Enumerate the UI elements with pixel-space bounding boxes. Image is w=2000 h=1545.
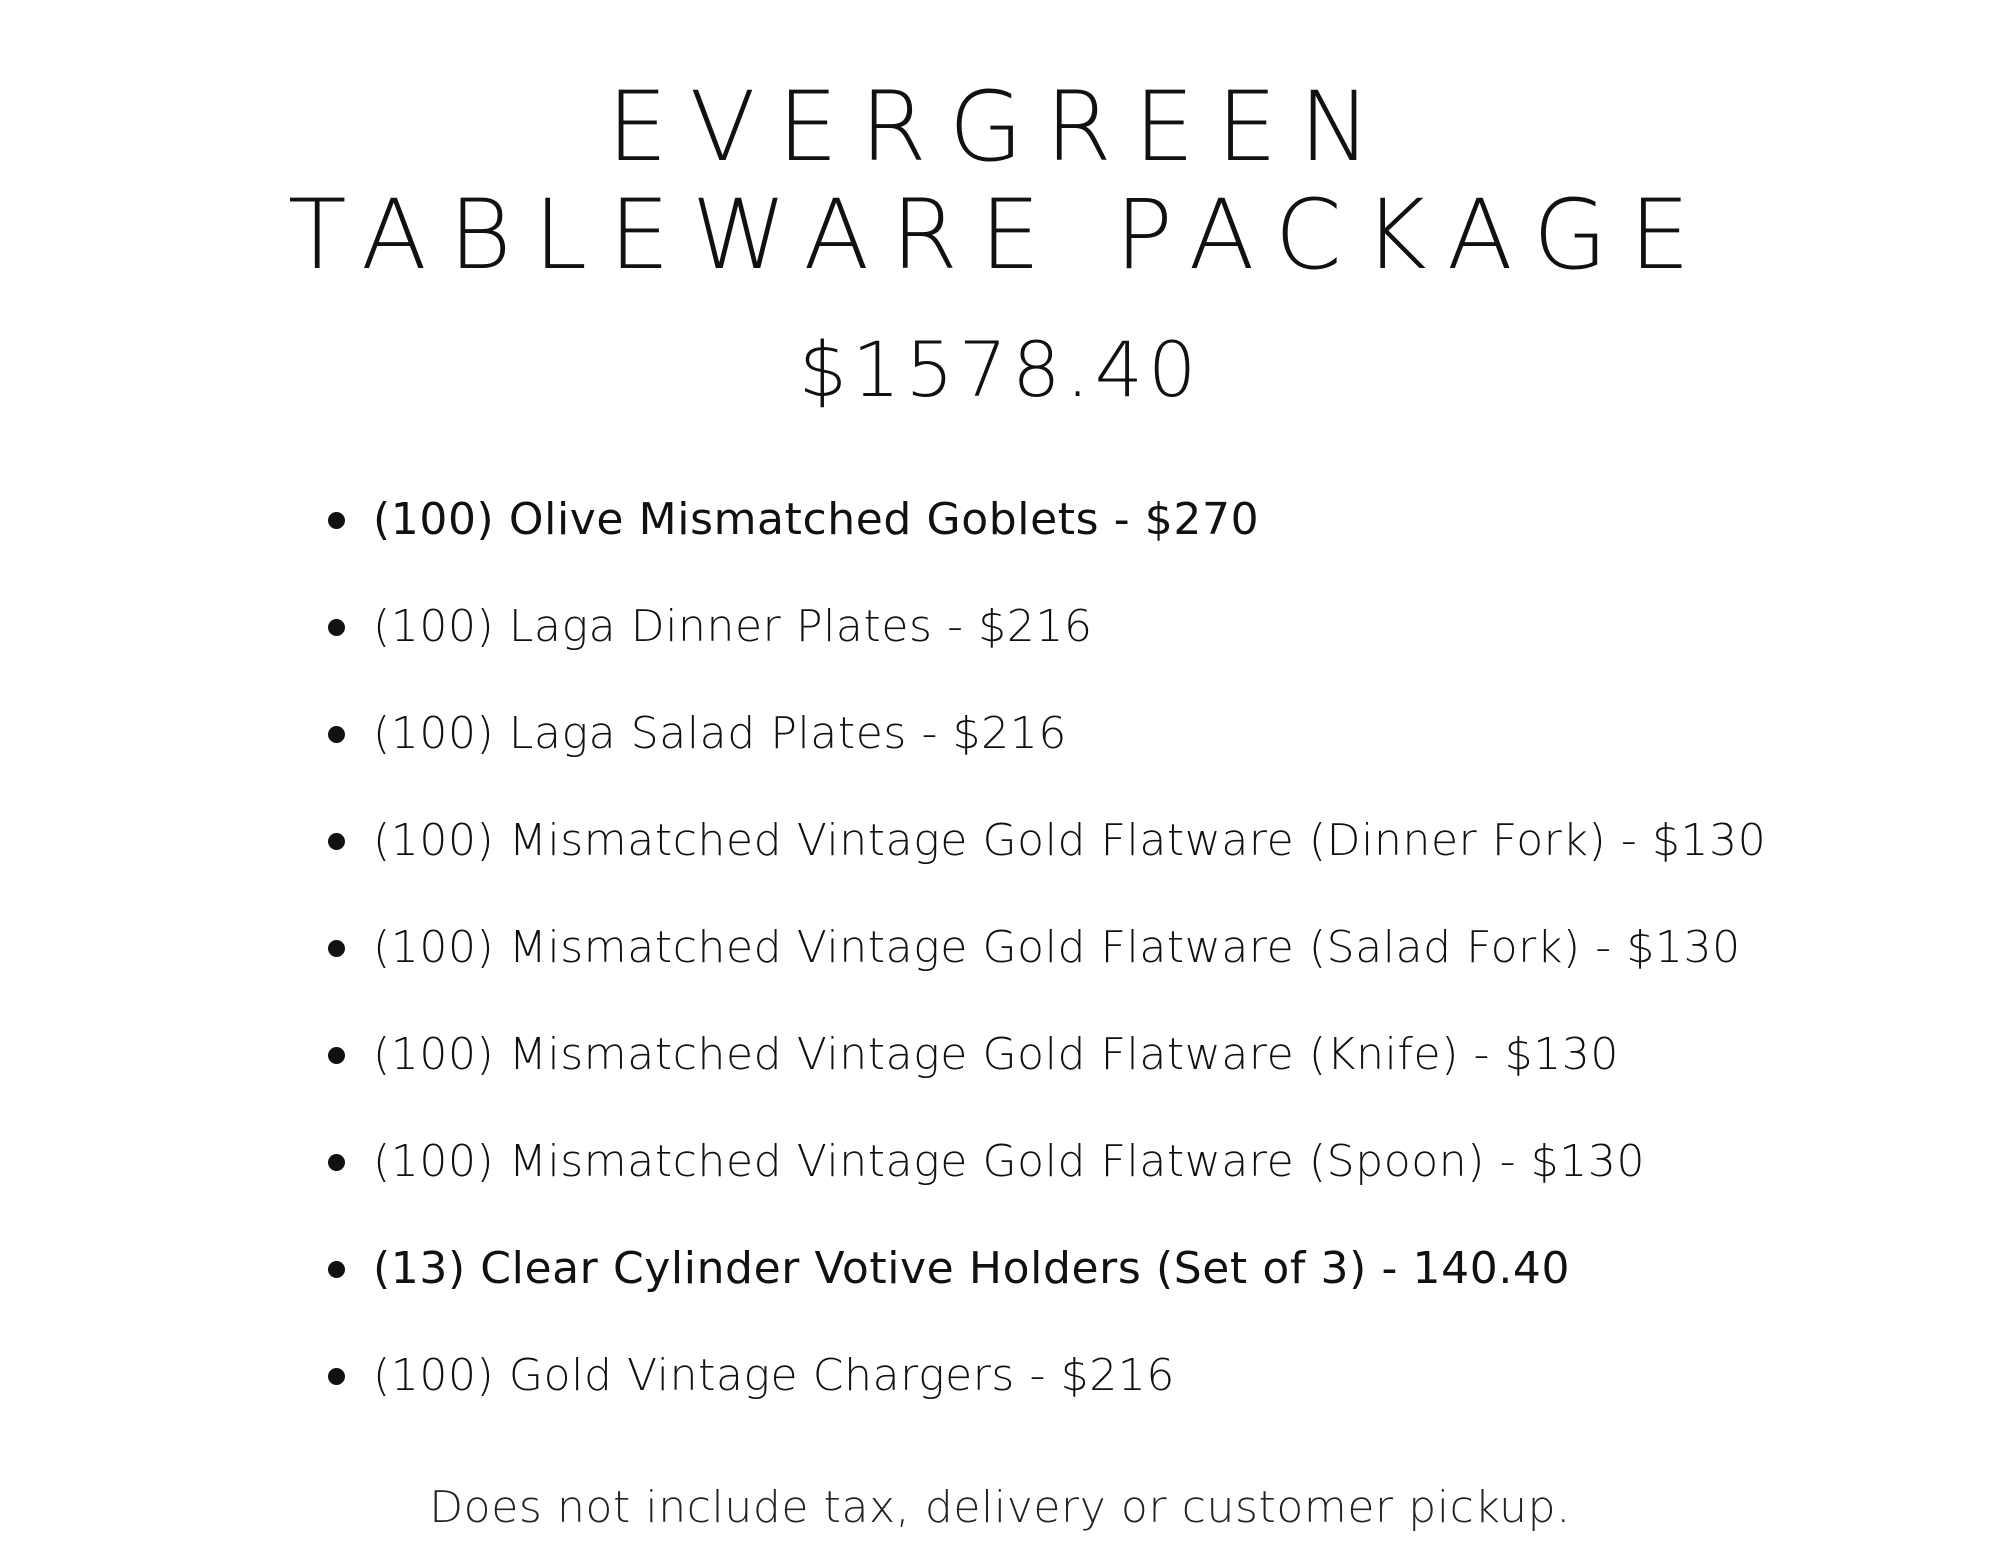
item-text: (100) Mismatched Vintage Gold Flatware (Spoon) - $130 — [373, 1136, 1646, 1187]
item-text: (100) Laga Salad Plates - $216 — [373, 708, 1067, 759]
bullet-icon — [328, 940, 345, 957]
title-line-1: EVERGREEN — [607, 71, 1393, 183]
bullet-icon — [328, 833, 345, 850]
item-text: (100) Mismatched Vintage Gold Flatware (Knife) - $130 — [373, 1029, 1619, 1080]
disclaimer-note: Does not include tax, delivery or customer pickup. — [429, 1482, 1571, 1533]
title-line-2: TABLEWARE PACKAGE — [287, 179, 1713, 291]
item-text: (100) Mismatched Vintage Gold Flatware (Salad Fork) - $130 — [373, 922, 1741, 973]
bullet-icon — [328, 619, 345, 636]
item-text: (100) Gold Vintage Chargers - $216 — [373, 1350, 1175, 1401]
package-price: $1578.40 — [798, 325, 1202, 414]
bullet-icon — [328, 726, 345, 743]
item-text: (100) Laga Dinner Plates - $216 — [373, 601, 1093, 652]
item-text: (13) Clear Cylinder Votive Holders (Set of 3) - 140.40 — [373, 1243, 1571, 1294]
bullet-icon — [328, 1047, 345, 1064]
bullet-icon — [328, 512, 345, 529]
bullet-icon — [328, 1154, 345, 1171]
bullet-icon — [328, 1368, 345, 1385]
item-text: (100) Olive Mismatched Goblets - $270 — [373, 494, 1260, 545]
bullet-icon — [328, 1261, 345, 1278]
item-text: (100) Mismatched Vintage Gold Flatware (Dinner Fork) - $130 — [373, 815, 1767, 866]
